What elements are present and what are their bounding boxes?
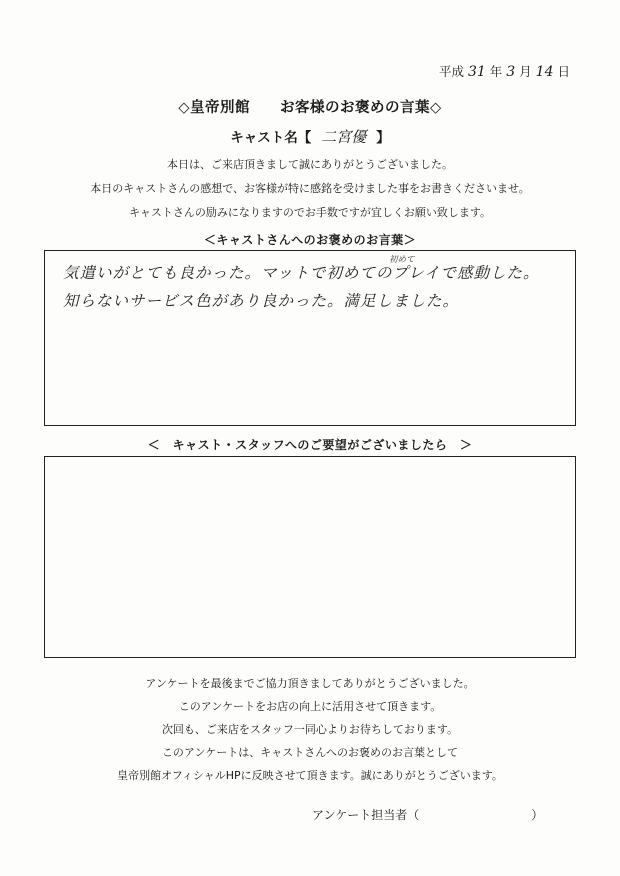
cast-name-line — [0, 126, 620, 147]
month-handwritten: 3 — [506, 64, 516, 80]
closing-line-1: アンケートを最後までご協力頂きましてありがとうございました。 — [145, 677, 475, 690]
page-title: ◇皇帝別館 お客様のお褒めの言葉◇ — [178, 100, 442, 116]
era-label: 平成 — [438, 64, 464, 79]
request-box[interactable] — [44, 456, 576, 658]
day-suffix: 日 — [557, 64, 570, 79]
praise-heading: ＜キャストさんへのお褒めのお言葉＞ — [203, 233, 417, 247]
praise-box[interactable] — [44, 250, 576, 426]
closing-line-4: このアンケートは、キャストさんへのお褒めのお言葉として — [161, 746, 459, 759]
staff-in-charge — [312, 806, 543, 823]
month-suffix: 月 — [519, 64, 532, 79]
cast-name-close: 】 — [376, 130, 390, 146]
closing-line-2: このアンケートをお店の向上に活用させて頂きます。 — [178, 700, 442, 713]
intro-line-1: 本日は、ご来店頂きまして誠にありがとうございました。 — [167, 158, 453, 171]
year-suffix: 年 — [489, 64, 503, 79]
cast-name-label: キャスト名【 — [230, 130, 312, 146]
staff-label: アンケート担当者（ — [312, 808, 420, 822]
cast-name-handwritten: 二宮優 — [321, 128, 367, 146]
survey-date — [439, 62, 570, 80]
year-handwritten: 31 — [467, 64, 486, 80]
closing-line-5: 皇帝別館オフィシャルHPに反映させて頂きます。誠にありがとうございます。 — [117, 769, 503, 782]
day-handwritten: 14 — [535, 64, 554, 80]
staff-close: ） — [531, 808, 544, 822]
closing-line-3: 次回も、ご来店をスタッフ一同心よりお待ちしております。 — [161, 723, 459, 736]
intro-line-2: 本日のキャストさんの感想で、お客様が特に感銘を受けました事をお書きくださいませ。 — [90, 182, 530, 195]
praise-line-2: 知らないサービス色があり良かった。満足しました。 — [63, 292, 460, 310]
bleed-through-text — [0, 14, 620, 29]
intro-line-3: キャストさんの励みになりますのでお手数ですが宜しくお願い致します。 — [128, 206, 492, 219]
praise-ruby: 初めて — [389, 255, 415, 265]
praise-line-1: 気遣いがとても良かった。マットで初めてのプレイで感動した。 — [63, 264, 540, 282]
request-heading: ＜ キャスト・スタッフへのご要望がございましたら ＞ — [147, 438, 473, 452]
